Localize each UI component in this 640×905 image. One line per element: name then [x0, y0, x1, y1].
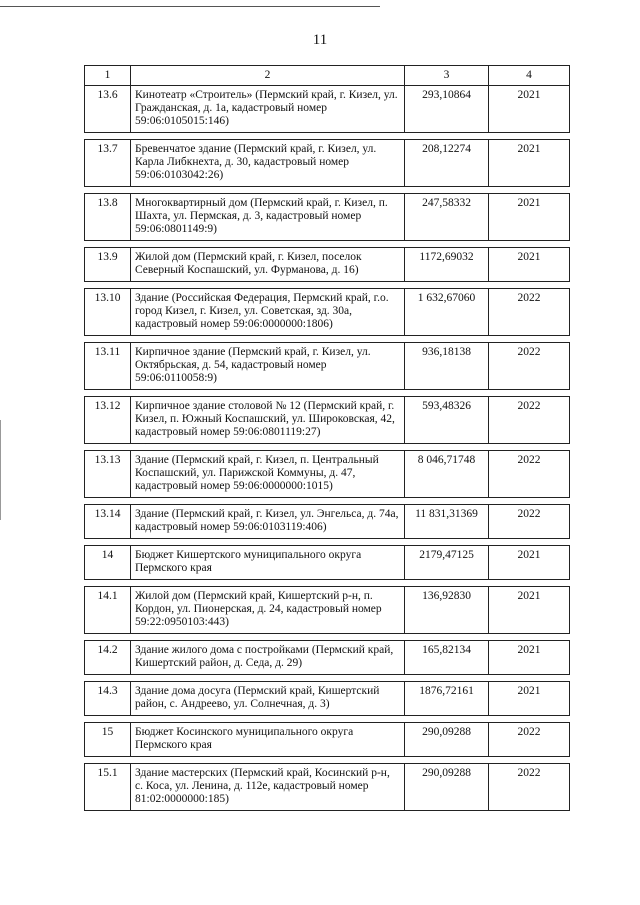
row-number: 13.14: [85, 505, 131, 539]
row-year: 2021: [489, 248, 570, 282]
top-rule: [0, 6, 380, 7]
table-row: [85, 343, 570, 390]
row-number: 13.8: [85, 194, 131, 241]
row-name: Жилой дом (Пермский край, г. Кизел, поселок Северный Коспашский, ул. Фурманова, д. 16): [131, 248, 405, 282]
row-separator: [85, 336, 570, 343]
row-name: Здание жилого дома с постройками (Пермский край, Кишертский район, д. Седа, д. 29): [131, 641, 405, 675]
row-amount: 936,18138: [405, 343, 489, 390]
row-amount: 208,12274: [405, 140, 489, 187]
row-separator: [85, 498, 570, 505]
row-separator-cell: [85, 539, 570, 546]
row-number: 13.7: [85, 140, 131, 187]
row-name: Бюджет Кишертского муниципального округа Пермского края: [131, 546, 405, 580]
registry-table: [84, 65, 570, 811]
table-row: [85, 682, 570, 716]
row-amount: 1172,69032: [405, 248, 489, 282]
table-row: [85, 289, 570, 336]
page-number: 11: [312, 32, 328, 48]
row-number: 13.13: [85, 451, 131, 498]
row-number: 14.2: [85, 641, 131, 675]
row-year: 2022: [489, 289, 570, 336]
row-separator-cell: [85, 444, 570, 451]
row-separator-cell: [85, 716, 570, 723]
row-separator-cell: [85, 187, 570, 194]
scan-edge-mark: [0, 420, 1, 520]
row-separator: [85, 241, 570, 248]
table-row: [85, 451, 570, 498]
row-year: 2022: [489, 343, 570, 390]
table-row: [85, 505, 570, 539]
row-year: 2021: [489, 86, 570, 133]
table-row: [85, 86, 570, 133]
table-row: [85, 764, 570, 811]
row-year: 2022: [489, 397, 570, 444]
row-separator-cell: [85, 133, 570, 140]
table-row: [85, 397, 570, 444]
row-year: 2021: [489, 140, 570, 187]
row-amount: 1 632,67060: [405, 289, 489, 336]
row-name: Кирпичное здание столовой № 12 (Пермский край, г. Кизел, п. Южный Коспашский, ул. Широковская, 42, кадастровый номер 59:06:0801119:27): [131, 397, 405, 444]
row-number: 14.1: [85, 587, 131, 634]
row-name: Бревенчатое здание (Пермский край, г. Кизел, ул. Карла Либкнехта, д. 30, кадастровый номер 59:06:0103042:26): [131, 140, 405, 187]
row-name: Многоквартирный дом (Пермский край, г. Кизел, п. Шахта, ул. Пермская, д. 3, кадастровый номер 59:06:0801149:9): [131, 194, 405, 241]
row-name: Бюджет Косинского муниципального округа Пермского края: [131, 723, 405, 757]
row-number: 13.11: [85, 343, 131, 390]
table-row: [85, 546, 570, 580]
row-separator-cell: [85, 336, 570, 343]
table-row: [85, 587, 570, 634]
row-separator: [85, 390, 570, 397]
row-amount: 290,09288: [405, 764, 489, 811]
row-separator: [85, 282, 570, 289]
row-name: Кирпичное здание (Пермский край, г. Кизел, ул. Октябрьская, д. 54, кадастровый номер 59:06:0110058:9): [131, 343, 405, 390]
row-amount: 136,92830: [405, 587, 489, 634]
row-year: 2021: [489, 587, 570, 634]
row-amount: 2179,47125: [405, 546, 489, 580]
row-name: Здание мастерских (Пермский край, Косинский р-н, с. Коса, ул. Ленина, д. 112е, кадастровый номер 81:02:0000000:185): [131, 764, 405, 811]
row-amount: 247,58332: [405, 194, 489, 241]
table-row: [85, 248, 570, 282]
row-year: 2022: [489, 764, 570, 811]
header-col-3: 3: [405, 66, 489, 86]
row-separator-cell: [85, 757, 570, 764]
row-amount: 290,09288: [405, 723, 489, 757]
row-number: 13.10: [85, 289, 131, 336]
row-name: Здание (Российская Федерация, Пермский край, г.о. город Кизел, г. Кизел, ул. Советская, зд. 30а, кадастровый номер 59:06:0000000:1806): [131, 289, 405, 336]
row-separator: [85, 580, 570, 587]
row-amount: 1876,72161: [405, 682, 489, 716]
row-separator: [85, 716, 570, 723]
row-amount: 593,48326: [405, 397, 489, 444]
row-name: Здание дома досуга (Пермский край, Кишертский район, с. Андреево, ул. Солнечная, д. 3): [131, 682, 405, 716]
row-separator-cell: [85, 241, 570, 248]
row-number: 15.1: [85, 764, 131, 811]
row-separator-cell: [85, 580, 570, 587]
row-separator-cell: [85, 282, 570, 289]
row-separator: [85, 539, 570, 546]
table-row: [85, 194, 570, 241]
table-row: [85, 723, 570, 757]
row-name: Здание (Пермский край, г. Кизел, п. Центральный Коспашский, ул. Парижской Коммуны, д. 47, кадастровый номер 59:06:0000000:1015): [131, 451, 405, 498]
header-col-4: 4: [489, 66, 570, 86]
row-year: 2022: [489, 505, 570, 539]
row-separator: [85, 634, 570, 641]
row-number: 13.9: [85, 248, 131, 282]
table-row: [85, 641, 570, 675]
row-separator: [85, 444, 570, 451]
header-col-1: 1: [85, 66, 131, 86]
row-number: 14: [85, 546, 131, 580]
row-separator: [85, 757, 570, 764]
row-separator: [85, 187, 570, 194]
row-separator: [85, 675, 570, 682]
row-amount: 11 831,31369: [405, 505, 489, 539]
row-number: 14.3: [85, 682, 131, 716]
row-separator: [85, 133, 570, 140]
header-col-2: 2: [131, 66, 405, 86]
row-year: 2021: [489, 641, 570, 675]
row-year: 2021: [489, 682, 570, 716]
row-number: 13.12: [85, 397, 131, 444]
row-year: 2021: [489, 546, 570, 580]
row-separator-cell: [85, 390, 570, 397]
row-number: 13.6: [85, 86, 131, 133]
row-name: Здание (Пермский край, г. Кизел, ул. Энгельса, д. 74а, кадастровый номер 59:06:0103119:406): [131, 505, 405, 539]
row-number: 15: [85, 723, 131, 757]
row-amount: 165,82134: [405, 641, 489, 675]
row-year: 2021: [489, 194, 570, 241]
row-year: 2022: [489, 451, 570, 498]
row-name: Жилой дом (Пермский край, Кишертский р-н, п. Кордон, ул. Пионерская, д. 24, кадастровый номер 59:22:0950103:443): [131, 587, 405, 634]
row-name: Кинотеатр «Строитель» (Пермский край, г. Кизел, ул. Гражданская, д. 1а, кадастровый номер 59:06:0105015:146): [131, 86, 405, 133]
row-amount: 8 046,71748: [405, 451, 489, 498]
row-separator-cell: [85, 634, 570, 641]
table-row: [85, 140, 570, 187]
row-separator-cell: [85, 498, 570, 505]
header-row: [85, 66, 570, 86]
row-amount: 293,10864: [405, 86, 489, 133]
row-year: 2022: [489, 723, 570, 757]
row-separator-cell: [85, 675, 570, 682]
